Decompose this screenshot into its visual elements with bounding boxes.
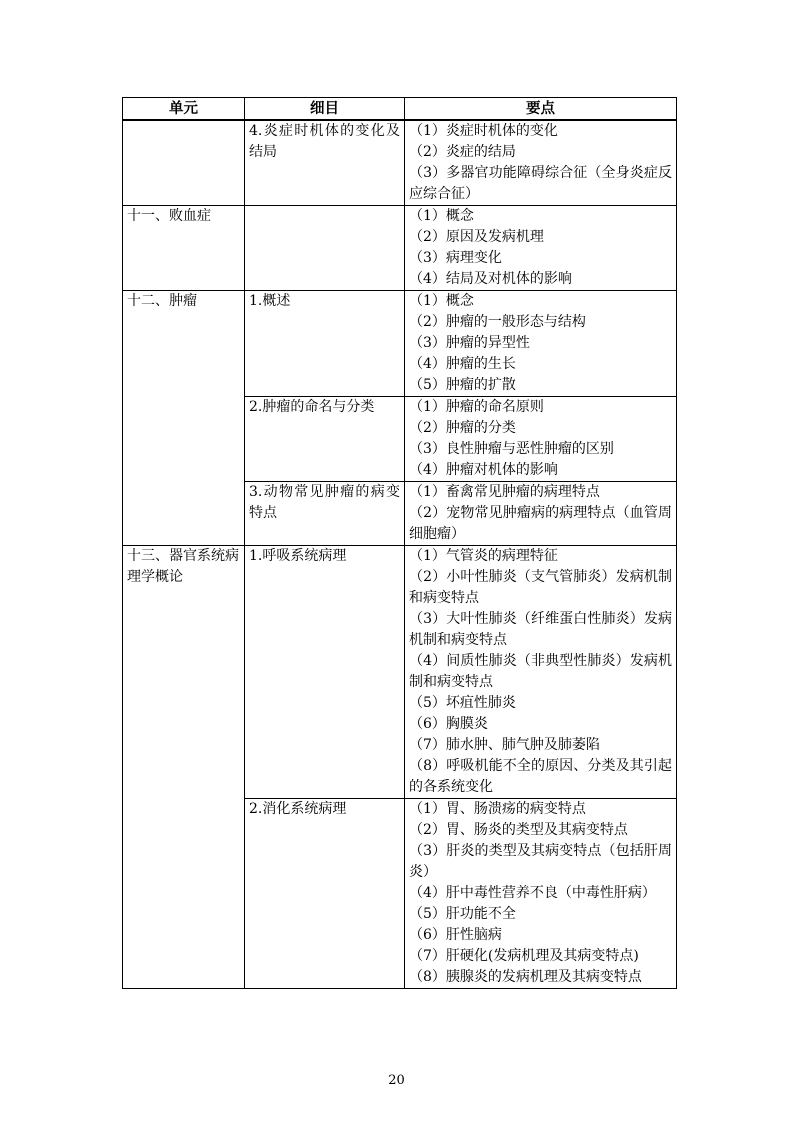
point-item: （5）肝功能不全 [409,906,516,922]
point-item: （3）肿瘤的异型性 [409,335,530,351]
table-body [123,120,677,989]
point-item: （2）肿瘤的一般形态与结构 [409,314,586,330]
point-item: （2）肿瘤的分类 [409,420,516,436]
point-item: （4）结局及对机体的影响 [409,271,572,287]
header-cell-points: 要点 [405,98,677,121]
syllabus-table [122,97,677,989]
point-item: （7）肝硬化(发病机理及其病变特点) [409,948,639,964]
point-item: （5）肿瘤的扩散 [409,377,516,393]
table-row [123,546,677,799]
points-cell [405,397,677,482]
point-item: （4）肿瘤的生长 [409,356,516,372]
detail-cell: 3.动物常见肿瘤的病变特点 [245,482,405,546]
point-item: （1）炎症时机体的变化 [409,123,558,139]
point-item: （3）肝炎的类型及其病变特点（包括肝周炎） [409,843,672,880]
detail-cell [245,206,405,291]
point-item: （1）畜禽常见肿瘤的病理特点 [409,484,600,500]
point-item: （3）良性肿瘤与恶性肿瘤的区别 [409,441,614,457]
points-cell [405,546,677,799]
points-cell [405,120,677,206]
unit-cell: 十三、器官系统病理学概论 [123,546,245,989]
point-item: （1）肿瘤的命名原则 [409,399,544,415]
detail-cell: 1.概述 [245,291,405,397]
point-item: （2）小叶性肺炎（支气管肺炎）发病机制和病变特点 [409,569,672,606]
points-cell [405,482,677,546]
point-item: （5）坏疽性肺炎 [409,695,516,711]
point-item: （8）胰腺炎的发病机理及其病变特点 [409,969,642,985]
point-item: （2）胃、肠炎的类型及其病变特点 [409,822,628,838]
page-number: 20 [388,1073,405,1088]
unit-cell: 十一、败血症 [123,206,245,291]
point-item: （4）间质性肺炎（非典型性肺炎）发病机制和病变特点 [409,653,672,690]
table-header [123,98,677,121]
point-item: （3）病理变化 [409,250,502,266]
detail-cell: 4.炎症时机体的变化及结局 [245,120,405,206]
table-row [123,291,677,397]
unit-cell [123,120,245,206]
header-row [123,98,677,121]
point-item: （8）呼吸机能不全的原因、分类及其引起的各系统变化 [409,758,672,795]
points-cell [405,206,677,291]
point-item: （2）宠物常见肿瘤病的病理特点（血管周细胞瘤） [409,505,672,542]
point-item: （1）概念 [409,208,474,224]
table-row [123,206,677,291]
table-row [123,120,677,206]
point-item: （2）炎症的结局 [409,144,516,160]
point-item: （1）概念 [409,293,474,309]
detail-cell: 1.呼吸系统病理 [245,546,405,799]
point-item: （3）大叶性肺炎（纤维蛋白性肺炎）发病机制和病变特点 [409,611,672,648]
point-item: （1）胃、肠溃疡的病变特点 [409,801,586,817]
point-item: （6）肝性脑病 [409,927,502,943]
point-item: （2）原因及发病机理 [409,229,544,245]
point-item: （6）胸膜炎 [409,716,488,732]
point-item: （1）气管炎的病理特征 [409,548,558,564]
points-cell [405,799,677,989]
point-item: （7）肺水肿、肺气肿及肺萎陷 [409,737,600,753]
unit-cell: 十二、肿瘤 [123,291,245,546]
point-item: （4）肿瘤对机体的影响 [409,462,558,478]
points-cell [405,291,677,397]
point-item: （3）多器官功能障碍综合征（全身炎症反应综合征） [409,165,672,202]
point-item: （4）肝中毒性营养不良（中毒性肝病） [409,885,656,901]
detail-cell: 2.肿瘤的命名与分类 [245,397,405,482]
header-cell-detail: 细目 [245,98,405,121]
detail-cell: 2.消化系统病理 [245,799,405,989]
header-cell-unit: 单元 [123,98,245,121]
